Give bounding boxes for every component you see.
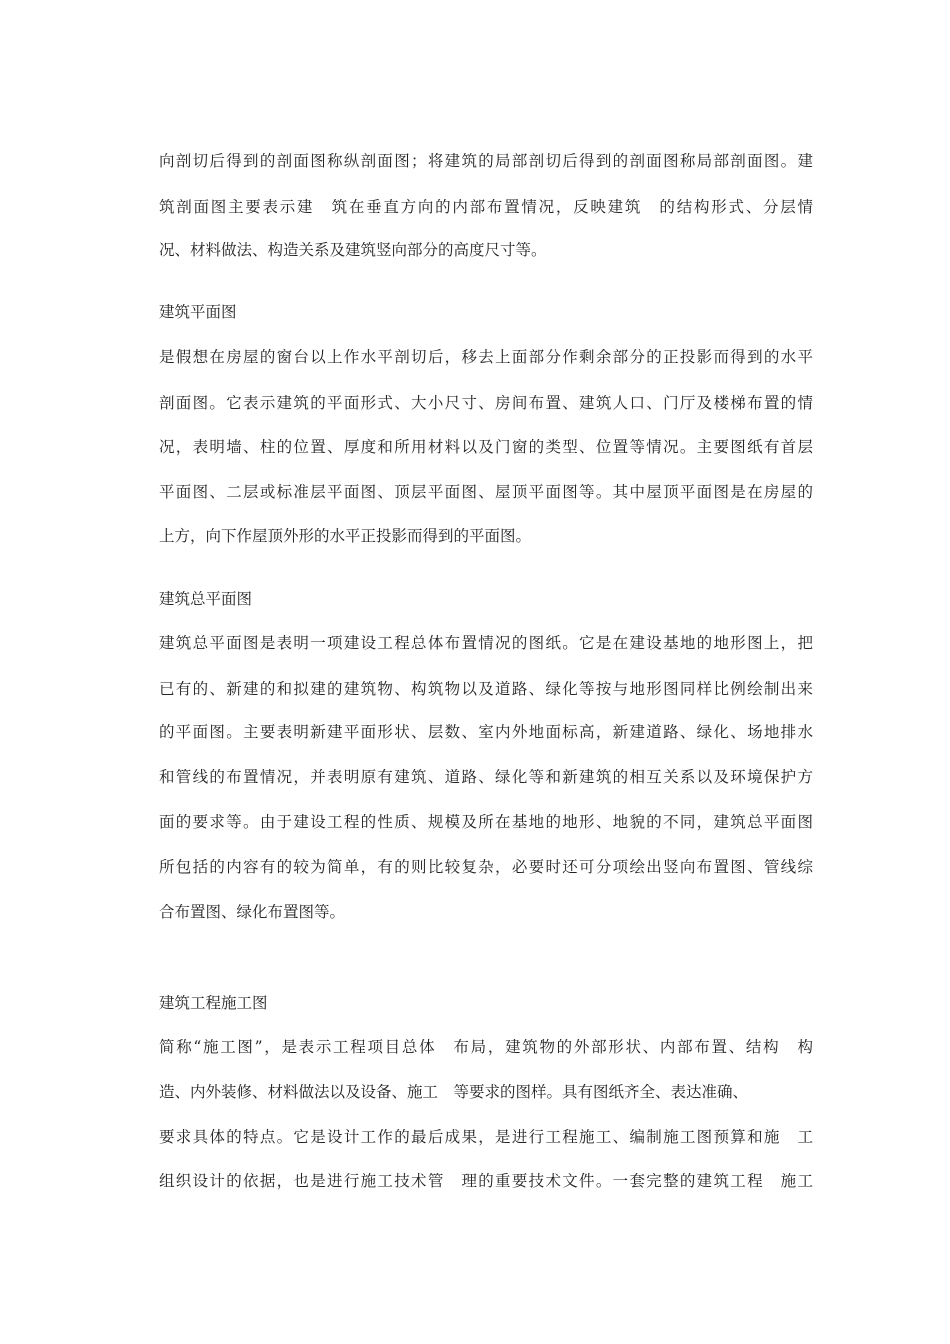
paragraph-line: 合布置图、绿化布置图等。 [159,903,346,921]
paragraph-line: 剖面图。它表示建筑的平面形式、大小尺寸、房间布置、建筑人口、门厅及楼梯布置的情 [159,394,813,412]
paragraph-line: 建筑总平面图是表明一项建设工程总体布置情况的图纸。它是在建设基地的地形图上，把 [159,634,813,652]
paragraph-line: 上方，向下作屋顶外形的水平正投影而得到的平面图。 [159,527,532,545]
paragraph-line: 造、内外装修、材料做法以及设备、施工 等要求的图样。具有图纸齐全、表达准确、 [159,1083,749,1101]
paragraph-line: 况，表明墙、柱的位置、厚度和所用材料以及门窗的类型、位置等情况。主要图纸有首层 [159,438,813,456]
paragraph-line: 组织设计的依据，也是进行施工技术管 理的重要技术文件。一套完整的建筑工程 施工 [159,1172,813,1190]
paragraph-line: 已有的、新建的和拟建的建筑物、构筑物以及道路、绿化等按与地形图同样比例绘制出来 [159,680,813,698]
paragraph-line: 是假想在房屋的窗台以上作水平剖切后，移去上面部分作剩余部分的正投影而得到的水平 [159,348,813,366]
paragraph-line: 要求具体的特点。它是设计工作的最后成果，是进行工程施工、编制施工图预算和施 工 [159,1128,813,1146]
paragraph-line: 向剖切后得到的剖面图称纵剖面图；将建筑的局部剖切后得到的剖面图称局部剖面图。建 [159,152,813,170]
paragraph-line: 况、材料做法、构造关系及建筑竖向部分的高度尺寸等。 [159,241,547,259]
paragraph-line: 平面图、二层或标准层平面图、顶层平面图、屋顶平面图等。其中屋顶平面图是在房屋的 [159,483,813,501]
paragraph-line: 筑剖面图主要表示建 筑在垂直方向的内部布置情况，反映建筑 的结构形式、分层情 [159,198,813,216]
section-heading: 建筑总平面图 [159,590,253,608]
paragraph-line: 和管线的布置情况，并表明原有建筑、道路、绿化等和新建筑的相互关系以及环境保护方 [159,768,813,786]
paragraph-line: 所包括的内容有的较为简单，有的则比较复杂，必要时还可分项绘出竖向布置图、管线综 [159,858,813,876]
section-heading: 建筑工程施工图 [159,994,268,1012]
paragraph-line: 的平面图。主要表明新建平面形状、层数、室内外地面标高，新建道路、绿化、场地排水 [159,723,813,741]
paragraph-line: 简称“施工图”，是表示工程项目总体 布局，建筑物的外部形状、内部布置、结构 构 [159,1038,813,1056]
section-heading: 建筑平面图 [159,303,237,321]
paragraph-line: 面的要求等。由于建设工程的性质、规模及所在基地的地形、地貌的不同，建筑总平面图 [159,813,813,831]
